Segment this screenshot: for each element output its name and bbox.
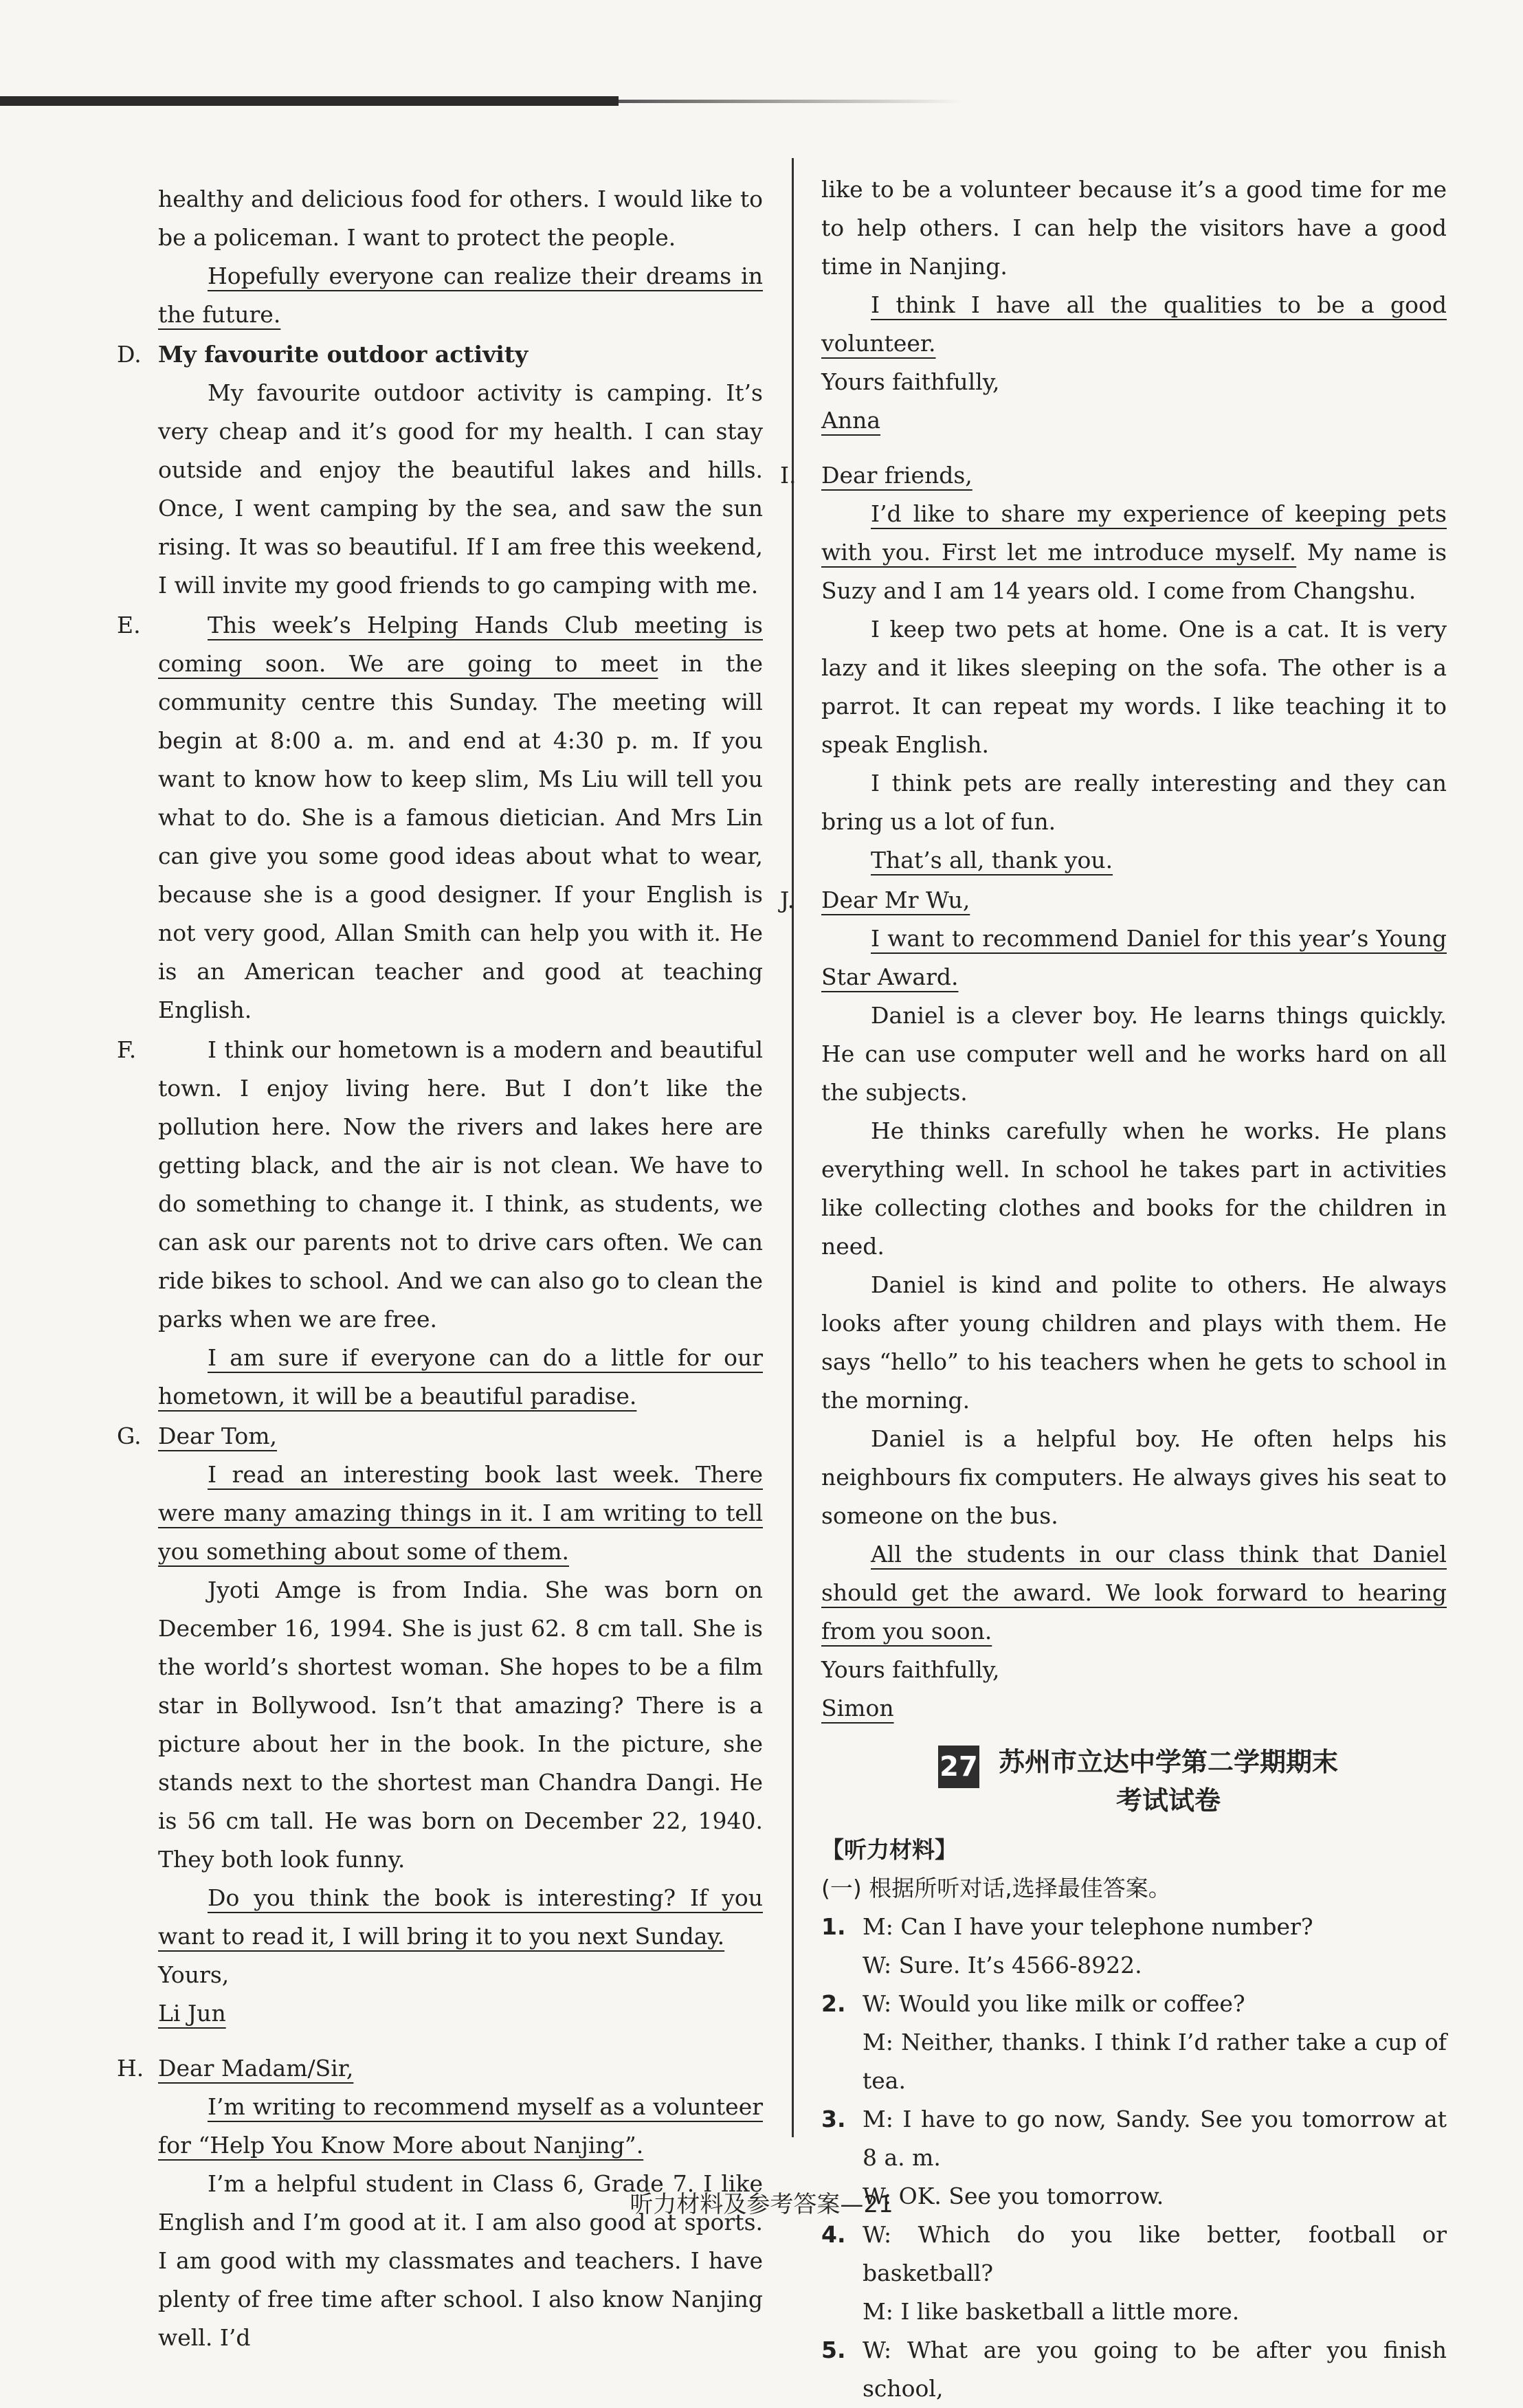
j-paragraph-2: Daniel is a clever boy. He learns things quickly. He can use computer well and he works hard on all the subjects. <box>821 1002 1447 1106</box>
i-closing: That’s all, thank you. <box>871 847 1113 873</box>
left-column <box>117 180 763 2357</box>
test-title-line-2: 考试试卷 <box>1116 1785 1221 1816</box>
answer-label-i: I. <box>780 462 797 489</box>
g-sign-off: Yours, <box>158 1961 230 1988</box>
j-signature: Simon <box>821 1695 894 1721</box>
j-sign-off: Yours faithfully, <box>821 1656 1000 1683</box>
question-line-a: W: Would you like milk or coffee? <box>863 1990 1245 2017</box>
test-header <box>938 1743 1447 1820</box>
g-closing: Do you think the book is interesting? If you want to read it, I will bring it to you next Sunday. <box>158 1884 763 1950</box>
listening-question <box>821 1908 1447 1985</box>
h-closing: I think I have all the qualities to be a good volunteer. <box>821 291 1447 357</box>
g-greeting: Dear Tom, <box>158 1423 278 1449</box>
h-opening: I’m writing to recommend myself as a volunteer for “Help You Know More about Nanjing”. <box>158 2093 763 2159</box>
i-opening-rest: My name is Suzy and I am 14 years old. I come from Changshu. <box>821 539 1447 604</box>
answer-label-h: H. <box>117 2055 144 2082</box>
e-underlined-opening: This week’s Helping Hands Club meeting is coming soon. We are going to meet <box>158 612 763 677</box>
j-greeting: Dear Mr Wu, <box>821 887 970 913</box>
question-line-b: W: Sure. It’s 4566-8922. <box>863 1952 1142 1978</box>
h-tail-text: like to be a volunteer because it’s a good time for me to help others. I can help the visitors have a good time in Nanjing. <box>821 176 1447 280</box>
h-greeting: Dear Madam/Sir, <box>158 2055 354 2082</box>
answer-e <box>117 606 763 1029</box>
test-title-line-1: 苏州市立达中学第二学期期末 <box>999 1747 1339 1777</box>
question-number: 2. <box>821 1990 846 2017</box>
g-signature: Li Jun <box>158 2000 226 2027</box>
e-text: in the community centre this Sunday. The meeting will begin at 8:00 a. m. and end at 4:30 p. m. If you want to know how to keep slim, Ms Liu will tell you what to do. She is a famous dietician. And Mrs Lin can give you some good ideas about what to wear, because she is a good designer. If your English is not very good, Allan Smith can help you with it. He is an American teacher and good at teaching English. <box>158 650 763 1023</box>
c-closing-sentence: Hopefully everyone can realize their dreams in the future. <box>158 263 763 328</box>
listening-section-heading: 【听力材料】 <box>821 1836 957 1863</box>
answer-label-e: E. <box>117 612 141 638</box>
page-top-rule <box>0 96 619 106</box>
f-text: I think our hometown is a modern and beautiful town. I enjoy living here. But I don’t like the pollution here. Now the rivers and lakes here are getting black, and the air is not clean. We have to do something to change it. I think, as students, we can ask our parents not to drive cars often. We can ride bikes to school. And we can also go to clean the parks when we are free. <box>158 1036 763 1333</box>
page-top-rule-fade <box>619 100 962 103</box>
i-paragraph-3: I think pets are really interesting and they can bring us a lot of fun. <box>821 770 1447 835</box>
right-column <box>780 170 1447 2408</box>
listening-question <box>821 2216 1447 2331</box>
listening-part-1-instruction: (一) 根据所听对话,选择最佳答案。 <box>821 1875 1171 1902</box>
listening-question <box>821 1985 1447 2100</box>
g-text: Jyoti Amge is from India. She was born on December 16, 1994. She is just 62. 8 cm tall. She is the world’s shortest woman. She hopes to be a film star in Bollywood. Isn’t that amazing? There is a picture about her in the book. In the picture, she stands next to the shortest man Chandra Dangi. He is 56 cm tall. He was born on December 22, 1940. They both look funny. <box>158 1576 763 1873</box>
question-line-a: M: I have to go now, Sandy. See you tomorrow at 8 a. m. <box>863 2106 1447 2171</box>
answer-d <box>117 335 763 605</box>
j-paragraph-5: Daniel is a helpful boy. He often helps his neighbours fix computers. He always gives his seat to someone on the bus. <box>821 1425 1447 1529</box>
question-number: 4. <box>821 2221 846 2248</box>
question-line-a: W: What are you going to be after you finish school, <box>863 2337 1447 2402</box>
c-tail-text: healthy and delicious food for others. I would like to be a policeman. I want to protect the people. <box>158 186 763 251</box>
question-number: 3. <box>821 2106 846 2132</box>
i-greeting: Dear friends, <box>821 462 972 489</box>
i-paragraph-2: I keep two pets at home. One is a cat. It is very lazy and it likes sleeping on the sofa. The other is a parrot. It can repeat my words. I like teaching it to speak English. <box>821 616 1447 758</box>
answer-g <box>117 1417 763 2033</box>
page-footer: 听力材料及参考答案—21 <box>630 2191 893 2218</box>
listening-question <box>821 2331 1447 2408</box>
g-opening: I read an interesting book last week. There were many amazing things in it. I am writing to tell you something about some of them. <box>158 1461 763 1565</box>
column-divider <box>792 158 794 2137</box>
d-essay-title: My favourite outdoor activity <box>158 341 529 368</box>
j-paragraph-3: He thinks carefully when he works. He plans everything well. In school he takes part in activities like collecting clothes and books for the children in need. <box>821 1117 1447 1260</box>
f-closing-sentence: I am sure if everyone can do a little for our hometown, it will be a beautiful paradise. <box>158 1344 763 1409</box>
answer-i <box>780 456 1447 880</box>
question-line-b: W: OK. See you tomorrow. <box>863 2183 1164 2209</box>
h-sign-off: Yours faithfully, <box>821 368 1000 395</box>
question-line-a: W: Which do you like better, football or basketball? <box>863 2221 1447 2286</box>
j-closing: All the students in our class think that Daniel should get the award. We look forward to hearing from you soon. <box>821 1541 1447 1645</box>
h-text: I’m a helpful student in Class 6, Grade 7. I like English and I’m good at it. I am also good at sports. I am good with my classmates and teachers. I have plenty of free time after school. I also know Nanjing well. I’d <box>158 2170 763 2351</box>
answer-label-f: F. <box>117 1036 137 1063</box>
answer-label-j: J. <box>780 887 795 913</box>
test-number-badge: 27 <box>938 1746 979 1788</box>
h-signature: Anna <box>821 407 881 434</box>
question-number: 1. <box>821 1913 846 1940</box>
answer-label-d: D. <box>117 341 142 368</box>
j-paragraph-4: Daniel is kind and polite to others. He always looks after young children and plays with them. He says “hello” to his teachers when he gets to school in the morning. <box>821 1271 1447 1414</box>
question-line-b: M: I like basketball a little more. <box>863 2298 1240 2325</box>
answer-f <box>117 1031 763 1416</box>
i-opening: I’d like to share my experience of keeping pets with you. First let me introduce myself. <box>821 500 1447 566</box>
answer-j <box>780 881 1447 1728</box>
d-essay-text: My favourite outdoor activity is camping. It’s very cheap and it’s good for my health. I can stay outside and enjoy the beautiful lakes and hills. Once, I went camping by the sea, and saw the sun rising. It was so beautiful. If I am free this weekend, I will invite my good friends to go camping with me. <box>158 379 763 599</box>
question-number: 5. <box>821 2337 846 2363</box>
answer-label-g: G. <box>117 1423 142 1449</box>
question-line-b: M: Neither, thanks. I think I’d rather take a cup of tea. <box>863 2029 1447 2094</box>
j-opening: I want to recommend Daniel for this year’s Young Star Award. <box>821 925 1447 990</box>
question-line-a: M: Can I have your telephone number? <box>863 1913 1313 1940</box>
